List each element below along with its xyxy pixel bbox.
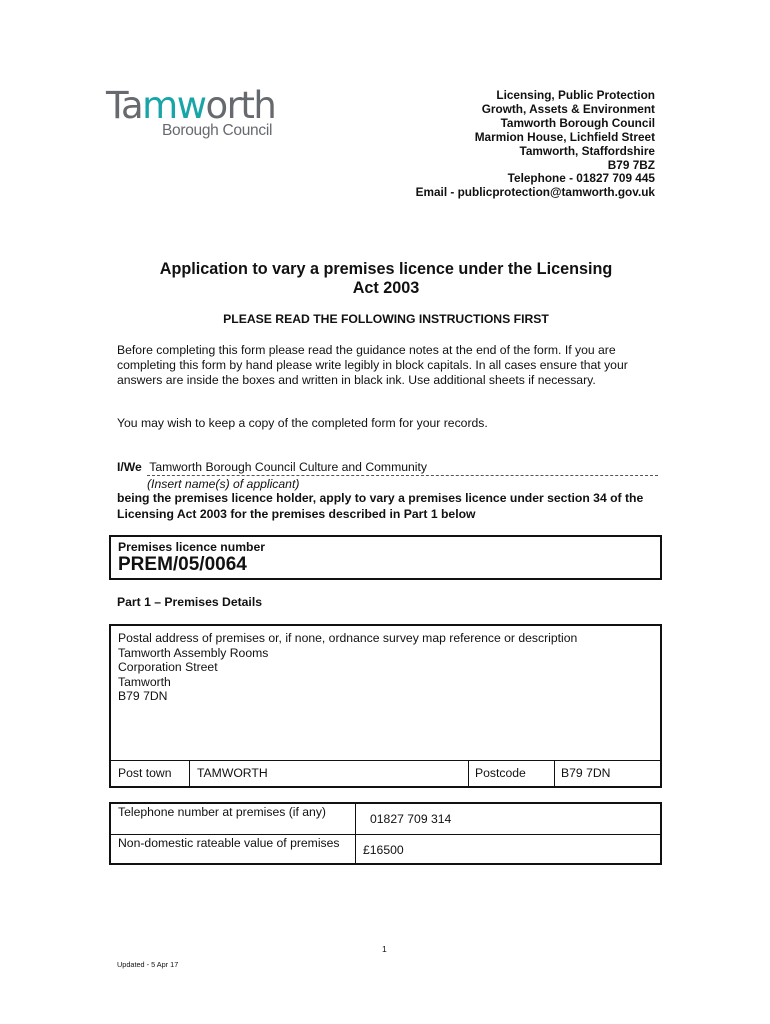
cell-divider <box>468 761 469 786</box>
applicant-label: I/We <box>117 460 142 474</box>
logo-wordmark <box>106 86 286 126</box>
licence-number-label: Premises licence number <box>118 540 265 554</box>
address-line: Tamworth, Staffordshire <box>519 143 655 158</box>
council-logo <box>106 86 286 146</box>
licence-number-box <box>109 535 662 580</box>
phone-field[interactable]: 01827 709 314 <box>370 812 452 826</box>
post-town-label: Post town <box>118 766 172 780</box>
address-line: Licensing, Public Protection <box>496 88 655 102</box>
rateable-label: Non-domestic rateable value of premises <box>118 836 340 850</box>
logo-subtitle: Borough Council <box>162 122 273 139</box>
cell-divider <box>189 761 190 786</box>
premises-address-line: Tamworth Assembly Rooms <box>118 645 269 660</box>
premises-address-line: Tamworth <box>118 674 171 689</box>
address-line: Marmion House, Lichfield Street <box>474 129 655 144</box>
logo-suffix: orth <box>205 84 276 127</box>
address-line: Growth, Assets & Environment <box>481 101 655 116</box>
part1-heading: Part 1 – Premises Details <box>117 595 262 609</box>
post-town-row <box>111 760 660 786</box>
phone-label: Telephone number at premises (if any) <box>118 805 326 819</box>
cell-divider <box>554 761 555 786</box>
applicant-name-field[interactable]: Tamworth Borough Council Culture and Community <box>149 460 427 474</box>
licence-number-field[interactable]: PREM/05/0064 <box>118 554 247 575</box>
applicant-row <box>117 460 658 477</box>
form-title-line-1: Application to vary a premises licence under the Licensing <box>159 260 613 278</box>
premises-address-line: Corporation Street <box>118 660 218 675</box>
cell-divider <box>355 804 356 863</box>
instructions-paragraph: Before completing this form please read the guidance notes at the end of the form. If you are completing this form by hand please write legibly in block capitals. In all cases ensure that your answers are inside the boxes and written in black ink. Use additional sheets if necessary. <box>117 343 628 387</box>
premises-address-content[interactable] <box>118 631 577 704</box>
postcode-label: Postcode <box>475 766 526 780</box>
premises-address-line: B79 7DN <box>118 689 168 704</box>
page-number: 1 <box>382 944 387 954</box>
updated-date: Updated - 5 Apr 17 <box>117 960 179 969</box>
instructions-heading: PLEASE READ THE FOLLOWING INSTRUCTIONS FIRST <box>223 312 549 326</box>
address-email: Email - publicprotection@tamworth.gov.uk <box>415 185 655 200</box>
address-telephone: Telephone - 01827 709 445 <box>507 171 655 186</box>
holder-statement: being the premises licence holder, apply to vary a premises licence under section 34 of the Licensing Act 2003 for the premises described in Part 1 below <box>117 491 644 521</box>
form-title <box>110 260 662 298</box>
premises-contact-table <box>109 802 662 865</box>
applicant-dotted-line <box>147 475 658 476</box>
address-line: B79 7BZ <box>607 157 655 172</box>
premises-address-box <box>109 624 662 788</box>
premises-address-label: Postal address of premises or, if none, ordnance survey map reference or description <box>118 631 578 645</box>
post-town-field[interactable]: TAMWORTH <box>197 766 268 780</box>
rateable-row <box>111 835 660 865</box>
postcode-field[interactable]: B79 7DN <box>561 766 611 780</box>
rateable-field[interactable]: £16500 <box>363 843 404 857</box>
address-line: Tamworth Borough Council <box>500 115 655 130</box>
logo-mid: mw <box>142 84 206 127</box>
logo-prefix: Ta <box>106 84 143 127</box>
records-paragraph: You may wish to keep a copy of the completed form for your records. <box>117 416 488 430</box>
council-address <box>416 89 655 200</box>
phone-row <box>111 804 660 834</box>
applicant-hint: (Insert name(s) of applicant) <box>147 477 300 491</box>
form-title-line-2: Act 2003 <box>352 279 420 297</box>
